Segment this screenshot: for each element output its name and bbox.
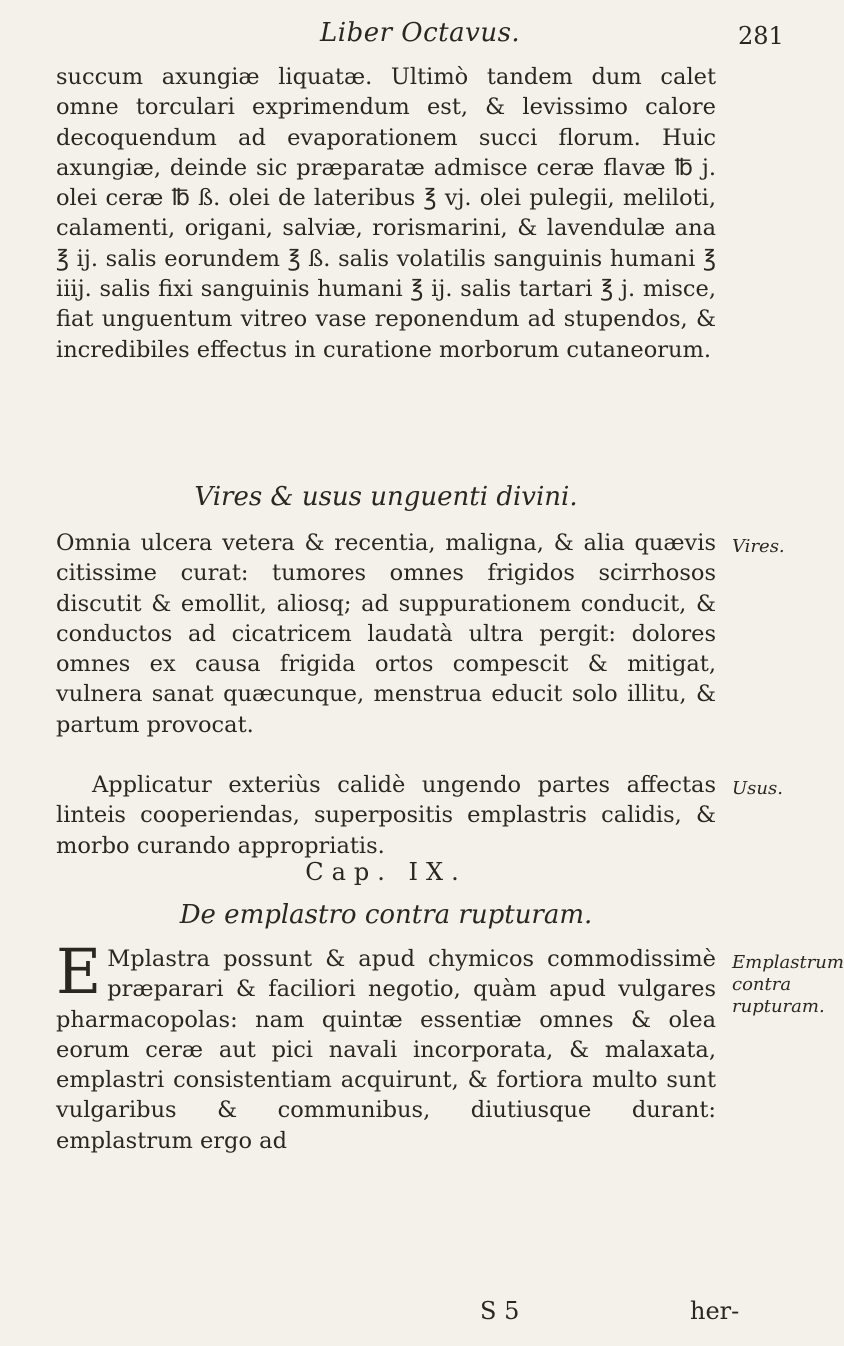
page-header [0,18,800,58]
paragraph-usus [56,770,716,861]
paragraph-unguent-recipe [56,62,716,365]
signature-mark: S 5 [480,1297,520,1325]
running-title: Liber Octavus. [320,18,521,48]
paragraph-vires [56,528,716,740]
paragraph-text: succum axungiæ liquatæ. Ultimò tandem dum calet omne torculari exprimendum est, & levissimo calore decoquendum ad evaporationem succi florum. Huic axungiæ, deinde sic præparatæ admisce ceræ flavæ ℔ j. olei ceræ ℔ ß. olei de lateribus ℥ vj. olei pulegii, meliloti, calamenti, origani, salviæ, rorismarini, & lavendulæ ana ℥ ij. salis eorundem ℥ ß. salis volatilis sanguinis humani ℥ iiij. salis fixi sanguinis humani ℥ ij. salis tartari ℥ j. misce, fiat unguentum vitreo vase reponendum ad stupendos, & incredibiles effectus in curatione morborum cutaneorum. [56,64,716,363]
margin-note-vires: Vires. [732,536,785,557]
subheading-vires-usus: Vires & usus unguenti divini. [194,482,578,512]
paragraph-text: Mplastra possunt & apud chymicos commodissimè præparari & faciliori negotio, quàm apud vulgares pharmacopolas: nam quintæ essentiæ omnes & olea eorum ceræ aut pici navali incorporata, & malaxata, emplastri consistentiam acquirunt, & fortiora multo sunt vulgaribus & communibus, diutiusque durant: emplastrum ergo ad [56,946,716,1154]
paragraph-emplastra [56,935,716,1156]
margin-note-emplastrum: Emplastrum contra rupturam. [732,952,844,1017]
chapter-heading: Cap. IX. [305,858,467,886]
margin-note-usus: Usus. [732,778,783,799]
catchword: her- [690,1297,740,1325]
drop-cap: E [56,935,102,1008]
subheading-emplastro: De emplastro contra rupturam. [179,900,593,930]
paragraph-text: Applicatur exteriùs calidè ungendo partes affectas linteis cooperiendas, superpositis emplastris calidis, & morbo curando appropriatis. [56,772,716,859]
page-number: 281 [738,22,784,50]
paragraph-text: Omnia ulcera vetera & recentia, maligna, & alia quævis citissime curat: tumores omnes frigidos scirrhosos discutit & emollit, aliosq; ad suppurationem conducit, & conductos ad cicatricem laudatà ultra pergit: dolores omnes ex causa frigida ortos compescit & mitigat, vulnera sanat quæcunque, menstrua educit solo illitu, & partum provocat. [56,530,716,738]
